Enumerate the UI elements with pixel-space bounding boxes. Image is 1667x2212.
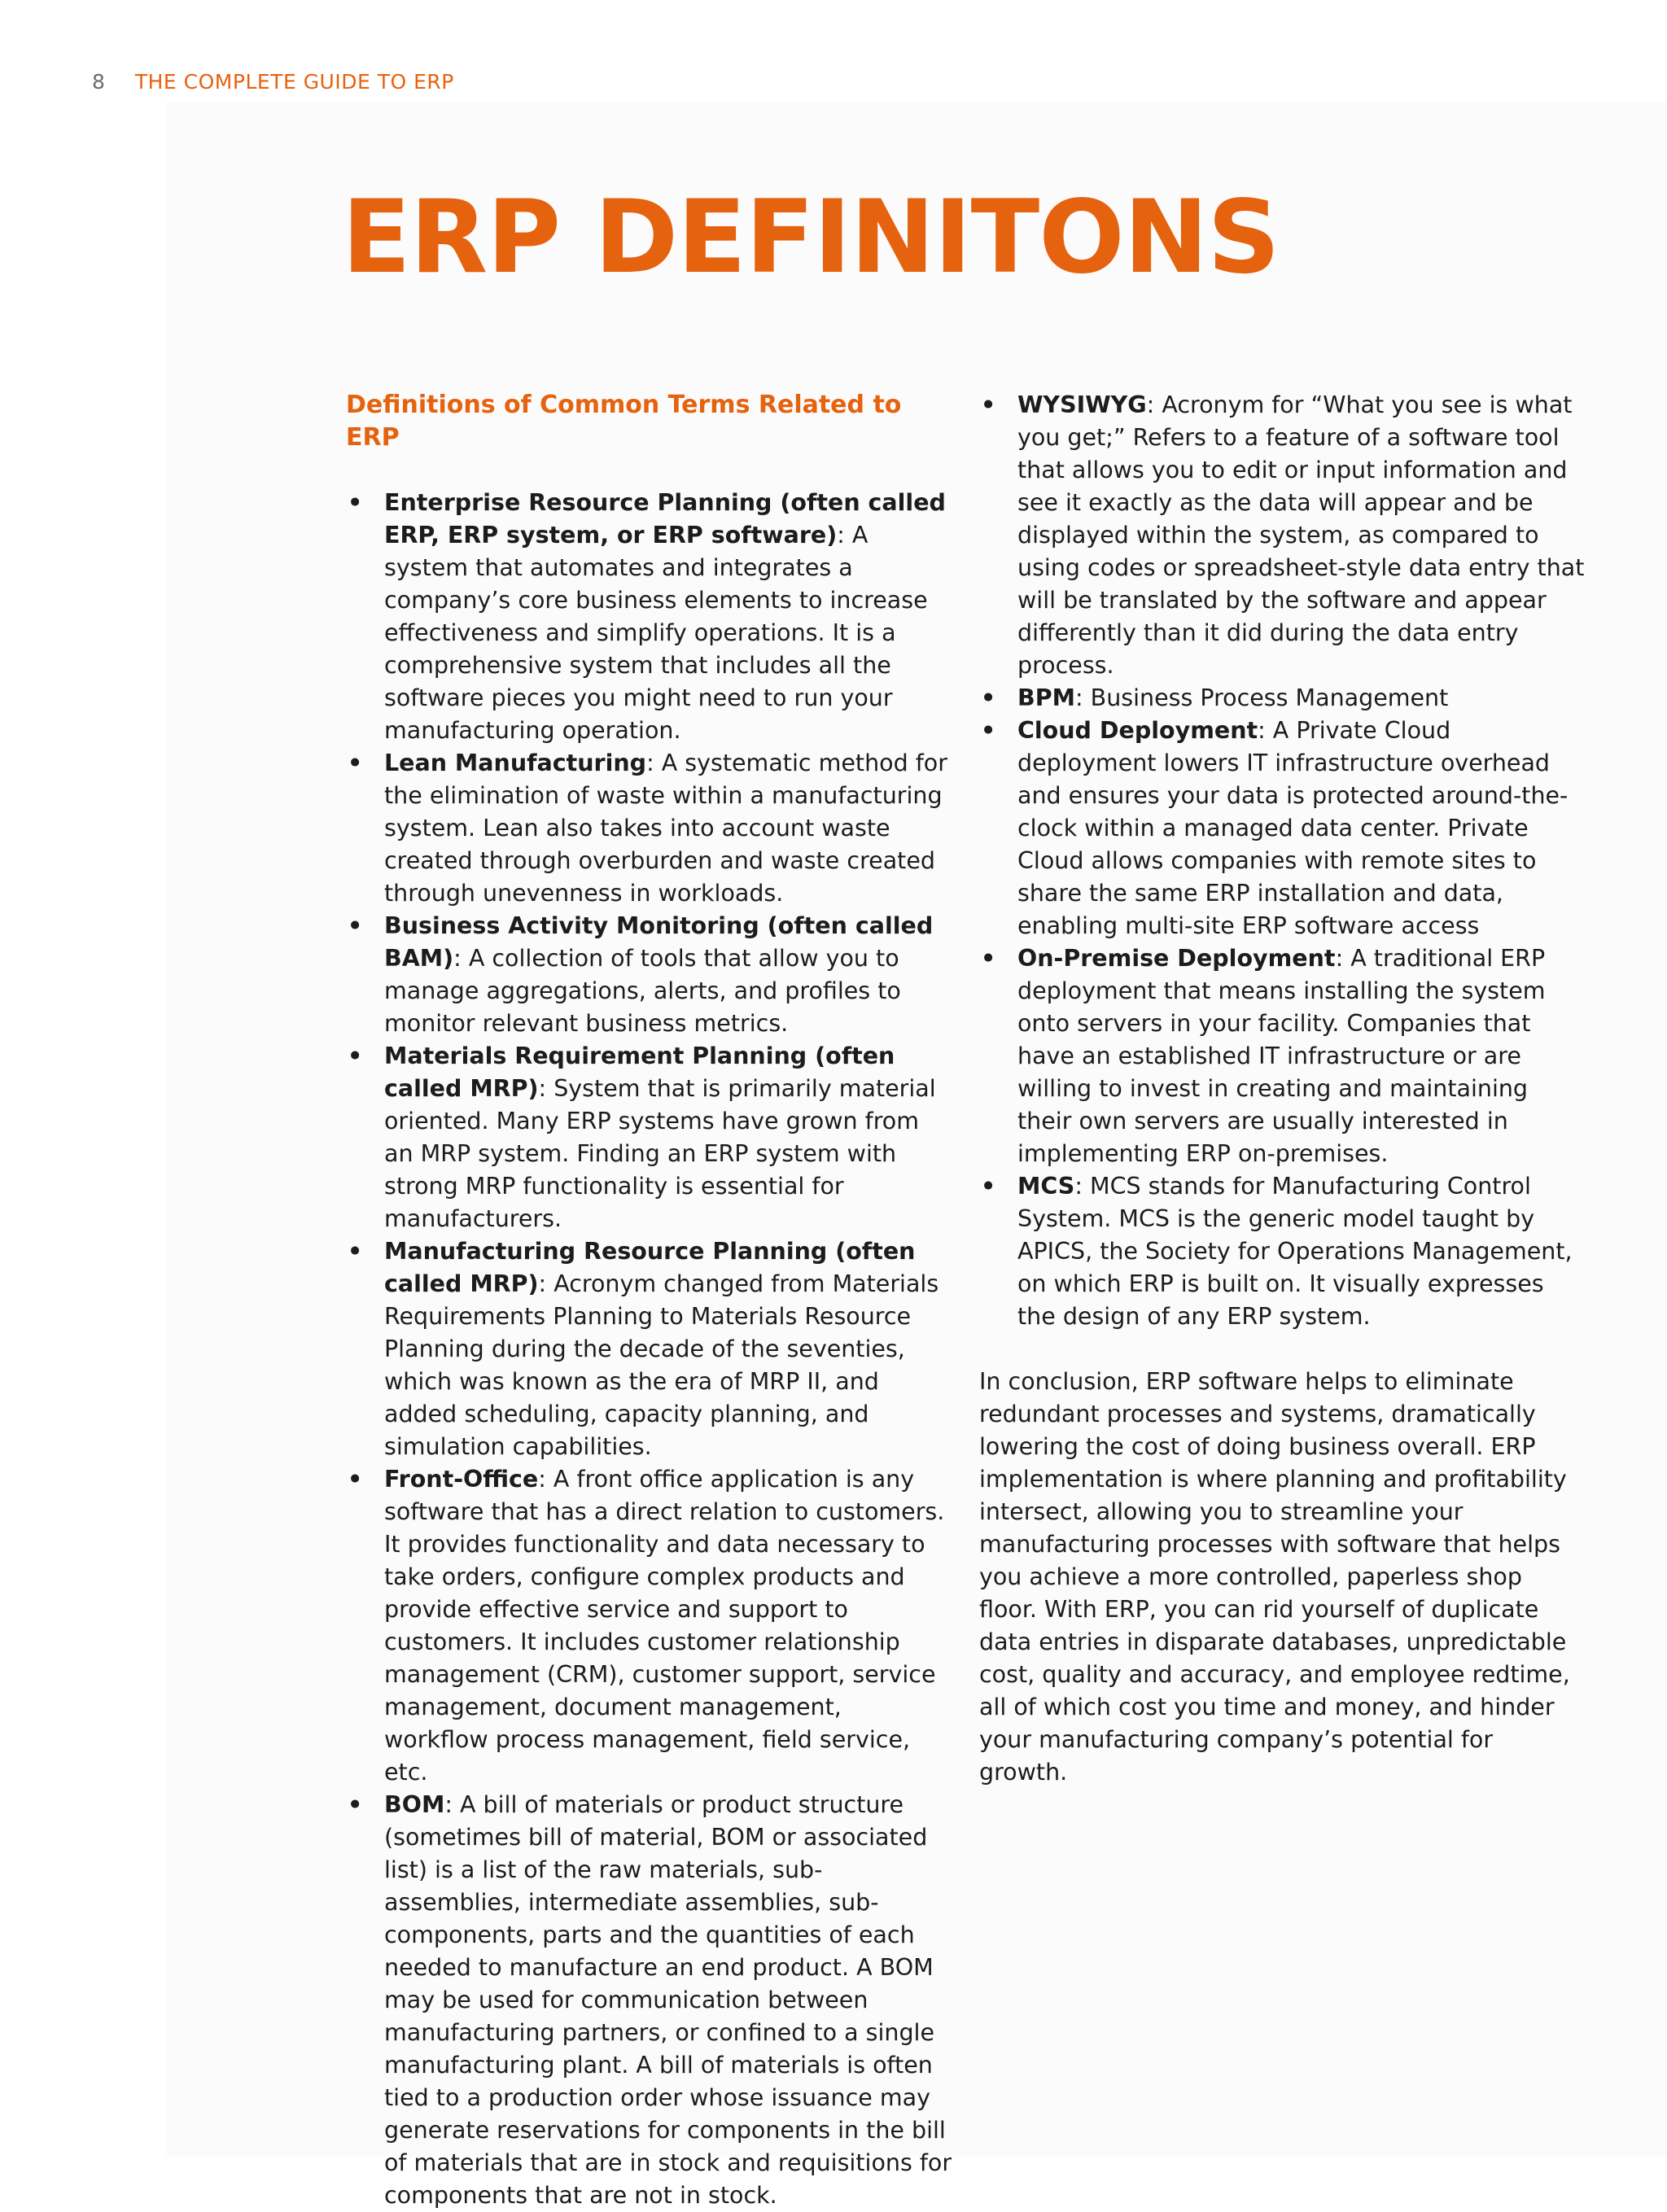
definition-item	[979, 682, 1586, 715]
definition-text: : Acronym for “What you see is what you get;” Refers to a feature of a software tool that allows you to edit or input information and see it exactly as the data will appear and be displayed within the system, as compared to using codes or spreadsheet-style data entry that will be translated by the software and appear differently than it did during the data entry process.	[1017, 391, 1585, 679]
right-column	[979, 389, 1586, 1789]
definition-term: On-Premise Deployment	[1017, 945, 1336, 972]
definition-text: : A bill of materials or product structure (sometimes bill of material, BOM or associated list) is a list of the raw materials, sub-assemblies, intermediate assemblies, sub-components, parts and the quantities of each needed to manufacture an end product. A BOM may be used for communication between manufacturing partners, or confined to a single manufacturing plant. A bill of materials is often tied to a production order whose issuance may generate reservations for components in the bill of materials that are in stock and requisitions for components that are not in stock.	[384, 1791, 952, 2209]
definition-item	[346, 487, 952, 747]
definition-term: Cloud Deployment	[1017, 717, 1258, 744]
definition-item	[346, 1463, 952, 1789]
definition-term: BOM	[384, 1791, 445, 1818]
definitions-list-right	[979, 389, 1586, 1333]
definition-item	[346, 1235, 952, 1463]
definition-term: Business Activity Monitoring (often called BAM)	[384, 912, 934, 972]
definition-term: WYSIWYG	[1017, 391, 1147, 418]
running-header	[92, 70, 454, 94]
definition-item	[346, 1789, 952, 2212]
definition-text: : Acronym changed from Materials Requirements Planning to Materials Resource Planning during the decade of the seventies, which was known as the era of MRP II, and added scheduling, capacity planning, and simulation capabilities.	[384, 1270, 939, 1460]
definitions-list-left	[346, 487, 952, 2212]
definition-text: : A traditional ERP deployment that means installing the system onto servers in your facility. Companies that have an established IT infrastructure or are willing to invest in creating and maintaining their own servers are usually interested in implementing ERP on-premises.	[1017, 945, 1546, 1167]
definition-text: : A system that automates and integrates a company’s core business elements to increase effectiveness and simplify operations. It is a comprehensive system that includes all the software pieces you might need to run your manufacturing operation.	[384, 522, 928, 744]
definition-item	[979, 1170, 1586, 1333]
definition-item	[979, 389, 1586, 682]
definition-item	[346, 910, 952, 1040]
page-number: 8	[92, 70, 106, 94]
definition-term: Front-Office	[384, 1466, 539, 1493]
definition-text: : A systematic method for the elimination of waste within a manufacturing system. Lean also takes into account waste created through overburden and waste created through unevenness in workloads.	[384, 750, 947, 907]
definition-term: MCS	[1017, 1173, 1075, 1200]
left-column	[346, 389, 952, 2212]
section-heading: Definitions of Common Terms Related to ERP	[346, 391, 902, 452]
definition-term: Manufacturing Resource Planning (often called MRP)	[384, 1238, 916, 1297]
definition-item	[346, 747, 952, 910]
definition-term: Lean Manufacturing	[384, 750, 647, 776]
definition-term: Enterprise Resource Planning (often called ERP, ERP system, or ERP software)	[384, 489, 946, 549]
definition-text: : Business Process Management	[1074, 684, 1449, 711]
definition-text: : A Private Cloud deployment lowers IT infrastructure overhead and ensures your data is protected around-the-clock within a managed data center. Private Cloud allows companies with remote sites to share the same ERP installation and data, enabling multi-site ERP software access	[1017, 717, 1569, 939]
conclusion-paragraph: In conclusion, ERP software helps to eliminate redundant processes and systems, dramatically lowering the cost of doing business overall. ERP implementation is where planning and profitability intersect, allowing you to streamline your manufacturing processes with software that helps you achieve a more controlled, paperless shop floor. With ERP, you can rid yourself of duplicate data entries in disparate databases, unpredictable cost, quality and accuracy, and employee redtime, all of which cost you time and money, and hinder your manufacturing company’s potential for growth.	[979, 1368, 1570, 1786]
definition-item	[979, 942, 1586, 1170]
definition-item	[346, 1040, 952, 1235]
definition-item	[979, 715, 1586, 942]
definition-text: : A collection of tools that allow you to manage aggregations, alerts, and profiles to monitor relevant business metrics.	[384, 945, 901, 1037]
definition-term: BPM	[1017, 684, 1075, 711]
document-title: THE COMPLETE GUIDE TO ERP	[134, 70, 454, 94]
page-title: ERP DEFINITONS	[342, 179, 1280, 296]
definition-text: : MCS stands for Manufacturing Control System. MCS is the generic model taught by APICS, the Society for Operations Management, on which ERP is built on. It visually expresses the design of any ERP system.	[1017, 1173, 1573, 1330]
definition-text: : A front office application is any software that has a direct relation to customers. It provides functionality and data necessary to take orders, configure complex products and provide effective service and support to customers. It includes customer relationship management (CRM), customer support, service management, document management, workflow process management, field service, etc.	[384, 1466, 945, 1786]
definition-text: : System that is primarily material oriented. Many ERP systems have grown from an MRP system. Finding an ERP system with strong MRP functionality is essential for manufacturers.	[384, 1075, 936, 1232]
definition-term: Materials Requirement Planning (often called MRP)	[384, 1043, 895, 1102]
